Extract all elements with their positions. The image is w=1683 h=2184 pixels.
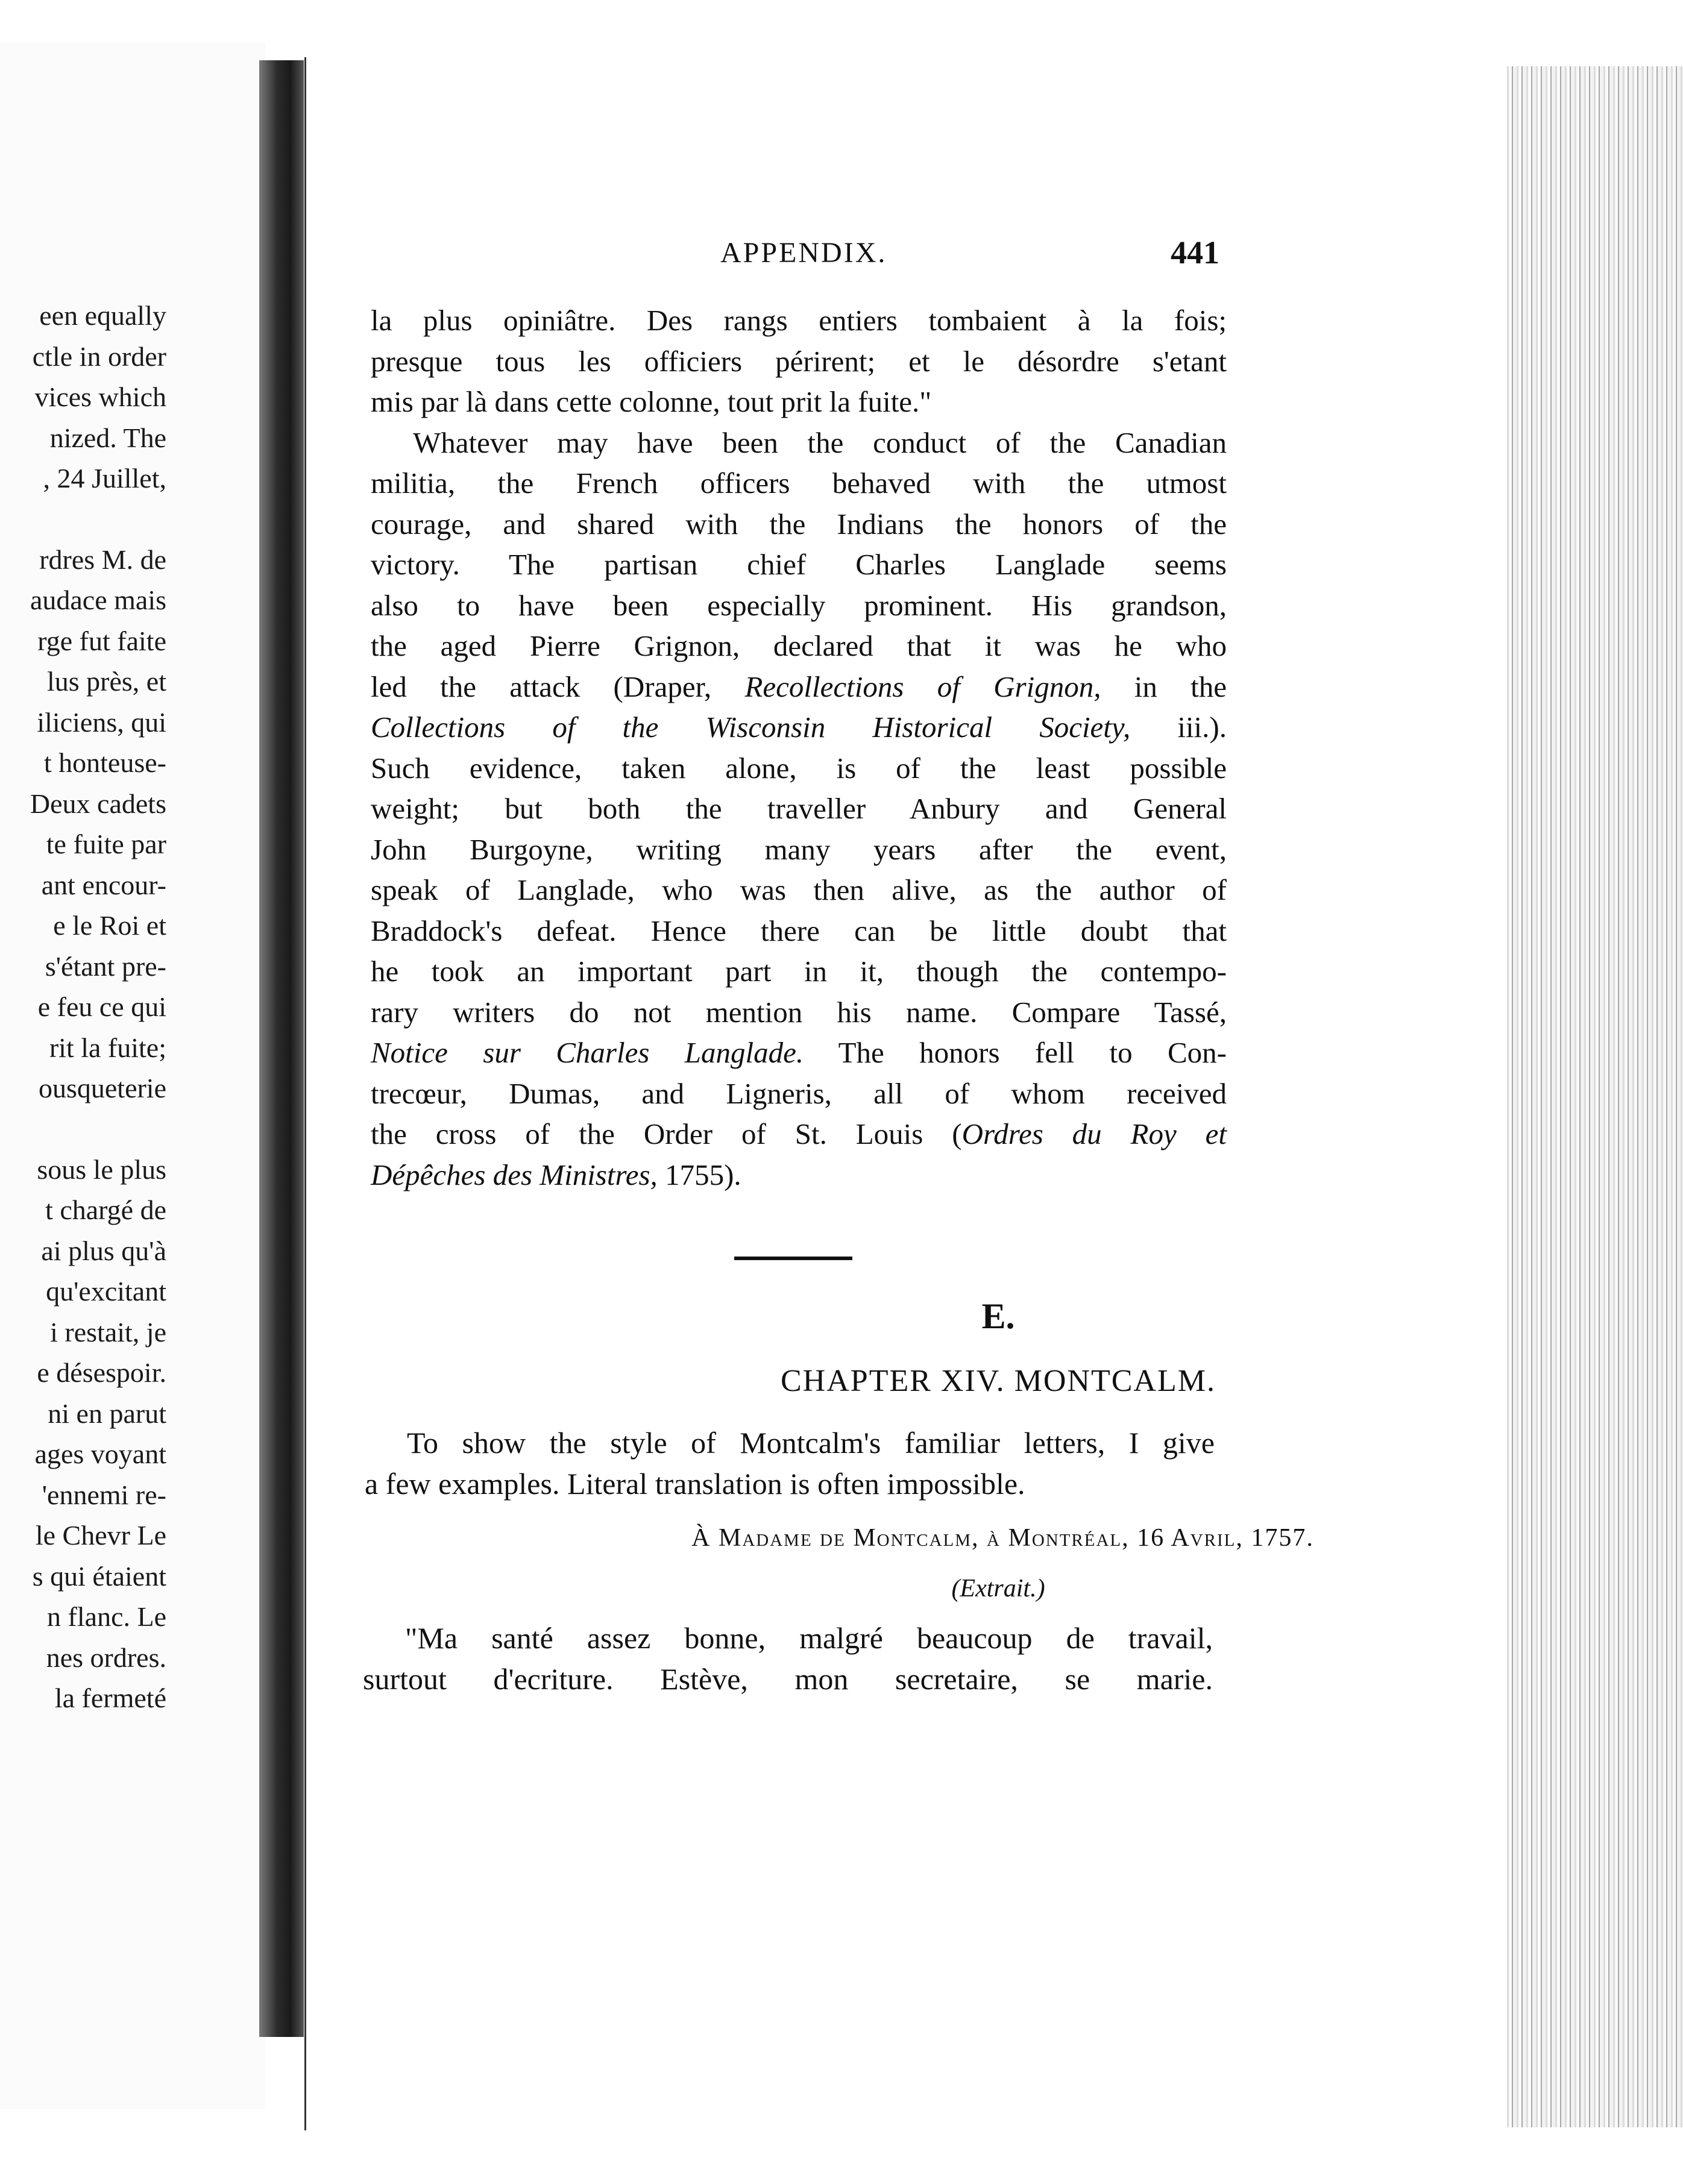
page-number: 441 [1171,234,1219,271]
left-line: qu'excitant [46,1276,166,1307]
left-line: e feu ce qui [37,991,166,1022]
letter-quote [363,1618,1213,1699]
italic-title: Recollections of Grignon, [744,670,1101,703]
text-line: weight; but both the traveller Anbury and General [371,792,1227,825]
italic-note: (Extrait.) [951,1575,1045,1602]
left-paragraph-gap [30,499,166,539]
text-segment: iii.). [1130,711,1227,744]
text-line: he took an important part in it, though the contempo- [371,955,1227,988]
left-line: sous le plus [37,1153,166,1185]
text-line [371,707,1227,748]
text-line [371,667,1227,708]
left-line: een equally [39,300,166,331]
text-line: surtout d'ecriture. Estève, mon secretaire, se marie. [363,1662,1213,1696]
text-line: militia, the French officers behaved with the utmost [371,466,1227,500]
left-line: s'étant pre- [45,950,166,982]
left-paragraph-gap [30,1109,166,1149]
text-segment: The honors fell to Con- [804,1036,1227,1069]
letter-heading: À Madame de Montcalm, à Montréal, 16 Avril, 1757. [691,1524,1314,1552]
text-line: speak of Langlade, who was then alive, as the author of [371,873,1227,906]
left-line: nized. The [49,422,166,453]
text-segment: in the [1101,670,1227,703]
text-line: To show the style of Montcalm's familiar letters, I give [407,1426,1215,1460]
left-line: audace mais [30,585,166,615]
italic-title: Ordres du Roy et [961,1117,1227,1150]
left-line: ant encour- [41,869,166,900]
left-line: , 24 Juillet, [43,463,166,494]
left-facing-page [0,42,265,2109]
left-line: vices which [34,381,166,412]
left-line: i restait, je [50,1316,166,1348]
text-line: "Ma santé assez bonne, malgré beaucoup de travail, [405,1621,1213,1655]
text-line: John Burgoyne, writing many years after the event, [371,832,1227,866]
left-page-text [30,295,166,1719]
text-line: la plus opiniâtre. Des rangs entiers tombaient à la fois; [371,304,1227,337]
left-line: rit la fuite; [49,1032,166,1063]
text-line: also to have been especially prominent. His grandson, [371,588,1227,622]
text-line: courage, and shared with the Indians the honors of the [371,507,1227,541]
left-line: te fuite par [46,829,166,859]
text-line: Whatever may have been the conduct of the Canadian [413,425,1227,459]
italic-title: Collections of the Wisconsin Historical Society, [371,711,1131,744]
left-line: t honteuse- [43,747,166,778]
left-line: le Chevr Le [35,1520,166,1551]
left-line: e le Roi et [53,910,166,941]
section-letter: E. [981,1296,1015,1336]
text-line: the aged Pierre Grignon, declared that it was he who [371,629,1227,662]
left-line: ousqueterie [38,1073,166,1103]
italic-title: Notice sur Charles Langlade. [371,1036,804,1069]
body-text [371,300,1227,1195]
text-line: a few examples. Literal translation is often impossible. [365,1467,1025,1501]
text-line: presque tous les officiers périrent; et le désordre s'etant [371,344,1227,378]
left-line: t chargé de [45,1194,166,1225]
text-line [371,1032,1227,1073]
text-line [371,1155,1227,1196]
book-gutter [259,60,304,2037]
text-line: victory. The partisan chief Charles Langlade seems [371,548,1227,581]
left-line: iliciens, qui [37,706,166,738]
letter-note [0,1574,1683,1603]
text-segment: the cross of the Order of St. Louis ( [371,1117,962,1150]
left-line: e désespoir. [37,1357,166,1388]
left-line: lus près, et [46,666,166,697]
italic-title: Dépêches des Ministres, [371,1158,658,1191]
text-line: trecœur, Dumas, and Ligneris, all of whom received [371,1076,1227,1110]
running-head: APPENDIX. [720,237,887,269]
text-line: mis par là dans cette colonne, tout prit la fuite." [371,385,932,418]
left-line: rge fut faite [37,625,166,656]
intro-paragraph [365,1422,1215,1504]
left-line: s qui étaient [32,1560,166,1592]
left-line: rdres M. de [39,544,166,575]
left-line: n flanc. Le [47,1601,166,1632]
text-line: Such evidence, taken alone, is of the least possible [371,751,1227,785]
left-line: ni en parut [48,1398,166,1429]
left-line: ctle in order [32,340,166,372]
left-line: ai plus qu'à [41,1235,166,1266]
text-segment: 1755). [657,1158,741,1191]
left-line: la fermeté [54,1683,166,1713]
text-line: rary writers do not mention his name. Compare Tassé, [371,995,1227,1029]
left-line: ages voyant [34,1439,166,1469]
left-line: Deux cadets [30,788,166,819]
page-edges [1507,66,1683,2127]
text-line [371,1114,1227,1155]
left-line: nes ordres. [46,1642,166,1673]
section-divider [734,1257,852,1260]
left-line: 'ennemi re- [42,1479,166,1510]
chapter-title: CHAPTER XIV. MONTCALM. [781,1364,1216,1398]
text-segment: led the attack (Draper, [371,670,745,703]
text-line: Braddock's defeat. Hence there can be little doubt that [371,914,1227,947]
